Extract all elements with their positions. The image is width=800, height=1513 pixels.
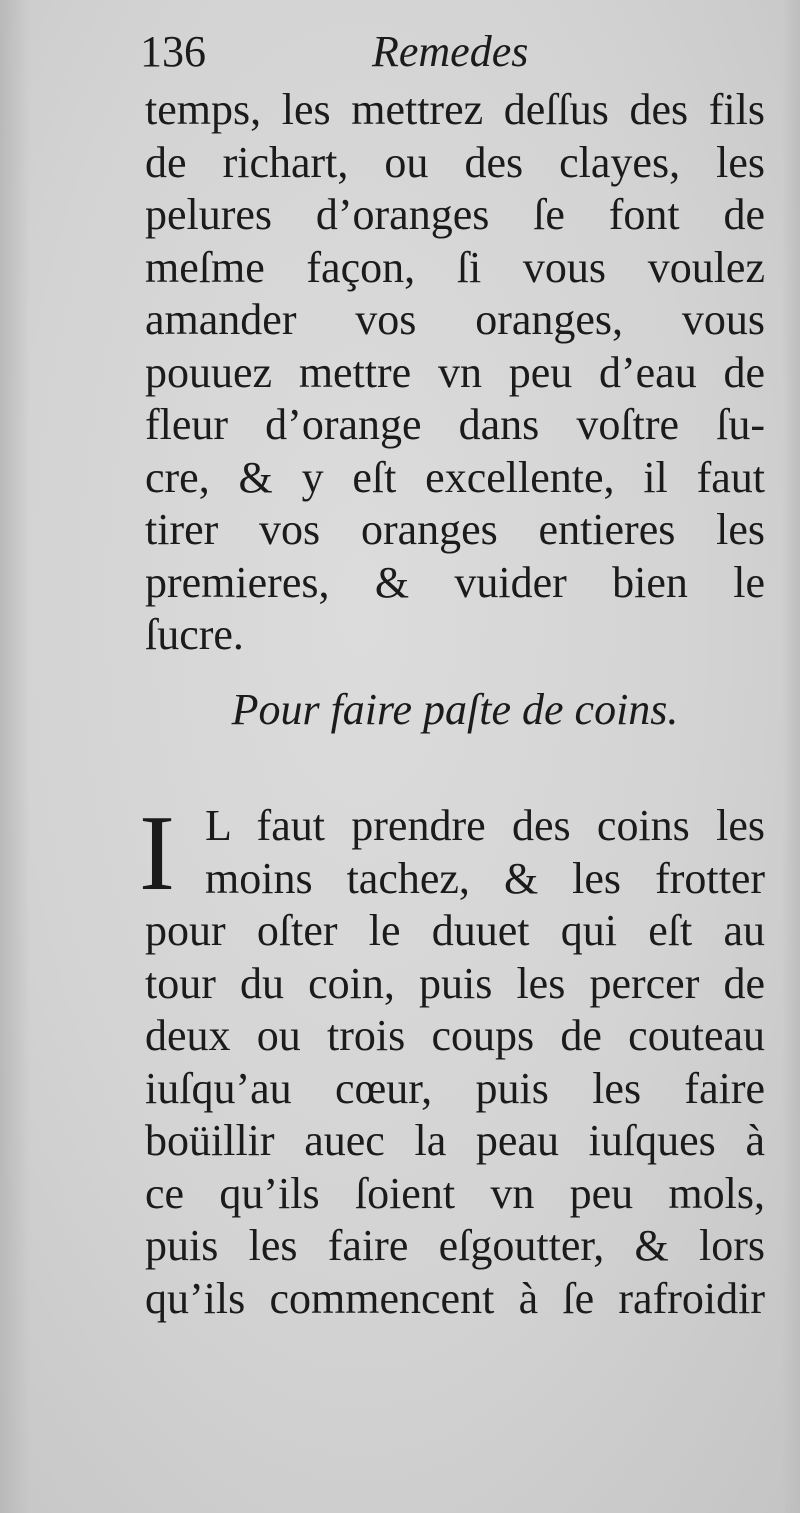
running-head: Remedes [372,27,529,76]
text-line: pelures d’oranges ſe font de [145,190,765,239]
page-shadow-right [782,0,800,1513]
paragraph-2 [139,794,765,1325]
text-line: deux ou trois coups de couteau [145,1011,765,1060]
text-line: ce qu’ils ſoient vn peu mols, [145,1168,765,1218]
text-line: tirer vos oranges entieres les [145,505,765,554]
text-line: fleur d’orange dans voſtre ſu- [145,400,765,449]
text-line: cre, & y eſt excellente, il faut [145,452,765,502]
page-shadow-left [0,0,30,1513]
text-line: L faut prendre des coins les [205,801,765,850]
paragraph-1 [145,84,765,662]
text-line: puis les faire eſgoutter, & lors [145,1221,765,1270]
text-line: tour du coin, puis les percer de [145,958,765,1008]
text-line: boüillir auec la peau iuſques à [145,1116,765,1165]
text-line: qu’ils commencent à ſe rafroidir [145,1273,765,1323]
text-line: moins tachez, & les frotter [205,853,765,903]
text-line: iuſqu’au cœur, puis les faire [145,1063,765,1113]
text-line: pouuez mettre vn peu d’eau de [145,347,765,397]
text-line: premieres, & vuider bien le [145,557,765,607]
text-line: amander vos oranges, vous [145,295,765,344]
section-heading: Pour faire paſte de coins. [231,685,679,734]
text-line: pour oſter le duuet qui eſt au [145,906,765,955]
drop-cap: I [139,794,175,913]
text-line: temps, les mettrez deſſus des fils [145,85,765,134]
text-line: de richart, ou des clayes, les [145,137,765,187]
text-line: ſucre. [145,610,244,659]
text-line: meſme façon, ſi vous voulez [145,242,765,292]
page-header [140,22,640,82]
page-number: 136 [140,27,206,76]
